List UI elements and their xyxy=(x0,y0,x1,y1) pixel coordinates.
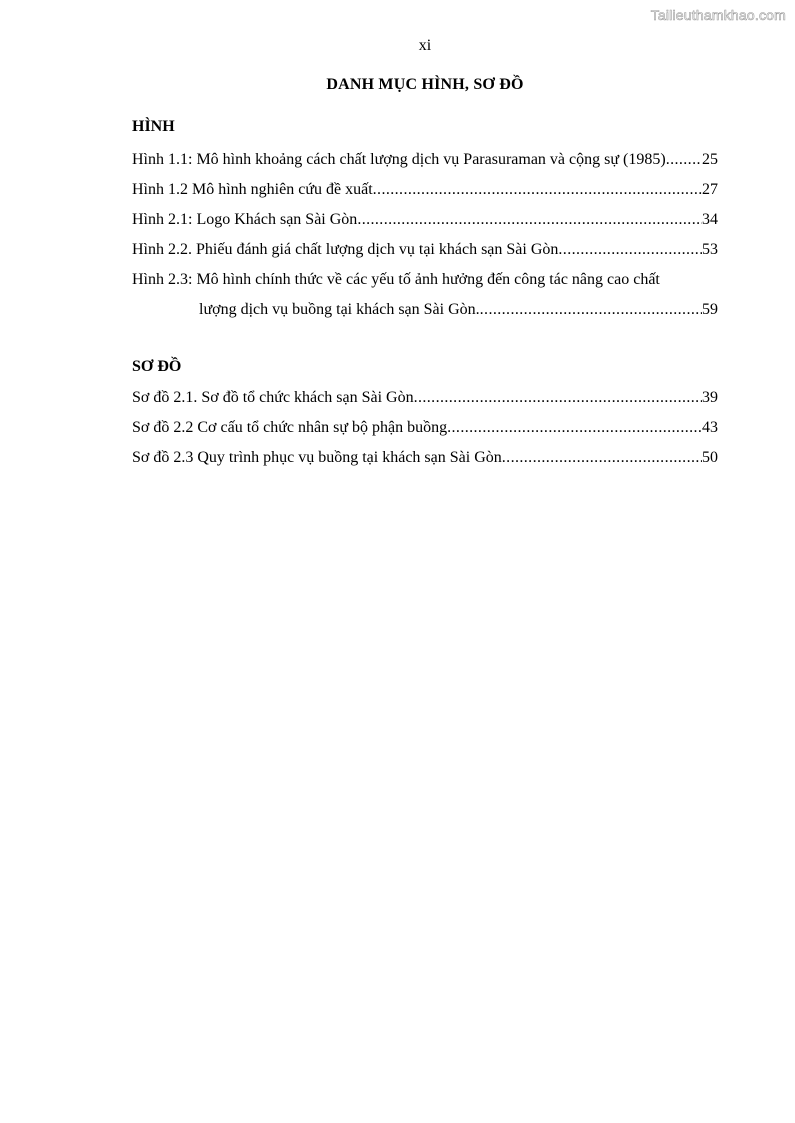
leader-dots xyxy=(414,383,702,413)
section-heading-diagrams: SƠ ĐỒ xyxy=(132,358,182,375)
leader-dots xyxy=(357,205,702,235)
page-number: xi xyxy=(418,37,432,54)
leader-dots xyxy=(558,235,702,265)
toc-entry[interactable] xyxy=(132,145,718,175)
toc-entry-label: Hình 1.1: Mô hình khoảng cách chất lượng dịch vụ Parasuraman và cộng sự (1985) xyxy=(132,151,666,168)
page-title: DANH MỤC HÌNH, SƠ ĐỒ xyxy=(326,76,524,93)
toc-entry-page: 50 xyxy=(702,449,718,466)
toc-entry-label: Hình 1.2 Mô hình nghiên cứu đề xuất xyxy=(132,181,373,198)
toc-entry-page: 27 xyxy=(702,181,718,198)
toc-entry-continuation[interactable] xyxy=(132,295,718,325)
leader-dots xyxy=(480,295,702,325)
toc-entry[interactable] xyxy=(132,175,718,205)
toc-entry[interactable] xyxy=(132,265,718,295)
toc-entry-page: 39 xyxy=(702,389,718,406)
toc-entry-label: Hình 2.2. Phiếu đánh giá chất lượng dịch vụ tại khách sạn Sài Gòn xyxy=(132,241,559,258)
diagrams-list xyxy=(132,383,718,473)
leader-dots xyxy=(502,443,702,473)
figures-list xyxy=(132,145,718,325)
toc-entry[interactable] xyxy=(132,383,718,413)
toc-entry-page: 34 xyxy=(702,211,718,228)
watermark: Tailieuthamkhao.com xyxy=(650,7,786,23)
leader-dots xyxy=(666,145,702,175)
toc-entry[interactable] xyxy=(132,413,718,443)
leader-dots xyxy=(447,413,702,443)
toc-entry-page: 53 xyxy=(702,241,718,258)
toc-entry-page: 25 xyxy=(702,151,718,168)
toc-entry-label: Sơ đồ 2.1. Sơ đồ tổ chức khách sạn Sài Gòn xyxy=(132,389,414,406)
toc-entry-page: 43 xyxy=(702,419,718,436)
toc-entry-label: Sơ đồ 2.3 Quy trình phục vụ buồng tại khách sạn Sài Gòn xyxy=(132,449,502,466)
toc-entry[interactable] xyxy=(132,205,718,235)
section-heading-figures: HÌNH xyxy=(132,118,175,135)
toc-entry-page: 59 xyxy=(702,301,718,318)
toc-entry[interactable] xyxy=(132,443,718,473)
toc-entry[interactable] xyxy=(132,235,718,265)
toc-entry-label: Sơ đồ 2.2 Cơ cấu tổ chức nhân sự bộ phận buồng xyxy=(132,419,448,436)
toc-entry-label-continuation: lượng dịch vụ buồng tại khách sạn Sài Gòn. xyxy=(199,301,480,318)
toc-entry-label: Hình 2.1: Logo Khách sạn Sài Gòn xyxy=(132,211,358,228)
toc-entry-label: Hình 2.3: Mô hình chính thức về các yếu tố ảnh hưởng đến công tác nâng cao chất xyxy=(132,271,660,288)
leader-dots xyxy=(373,175,702,205)
